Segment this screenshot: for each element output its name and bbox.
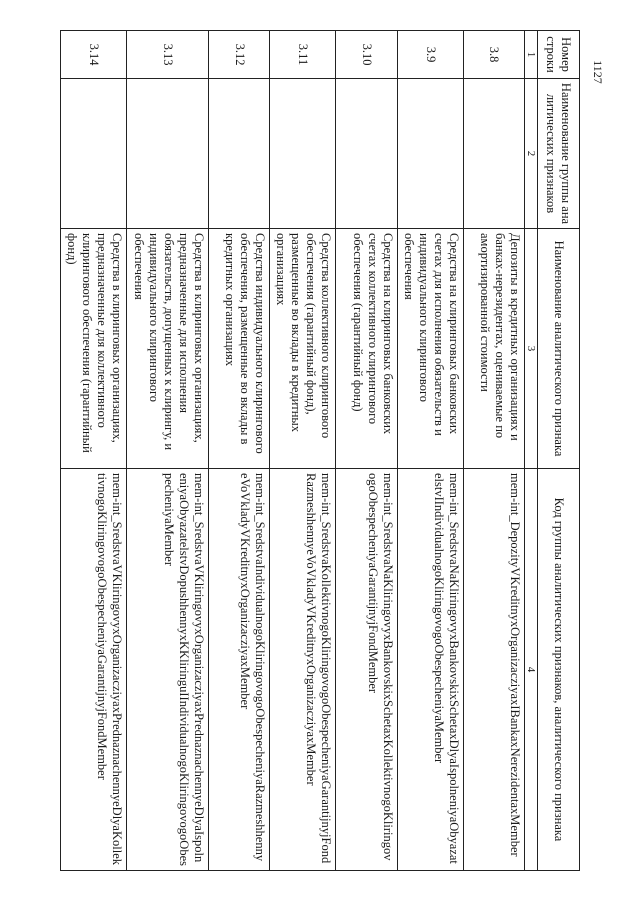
attribute-name-cell: Средства в клиринговых организациях, предназначенные для коллективного клирингового обеспечения (гарантийный фонд) (61, 229, 127, 469)
table-body (61, 31, 525, 871)
table-row (463, 31, 524, 871)
attribute-name-cell: Средства в клиринговых организациях, предназначенные для исполнения обязательств, допущенных к клирингу, и индивидуального клирингового обеспечения (127, 229, 209, 469)
code-cell: mem-int_SredstvaVKliringovyxOrganizacziyaxPrednaznachennyeDlyaIspolneniyaObyazatelstvDopushhennyxKKliringuIIndividualnogoKliringovogoObespecheniyaMember (127, 469, 209, 871)
column-index: 3 (525, 229, 538, 469)
group-name-cell (270, 79, 336, 229)
code-cell: mem-int_SredstvaVKliringovyxOrganizacziyaxPrednaznachennyeDlyaKollektivnogoKliringovogoObespecheniyaGarantijnyjFondMember (61, 469, 127, 871)
group-name-cell (397, 79, 463, 229)
row-number-cell: 3.13 (127, 31, 209, 79)
row-number-cell: 3.9 (397, 31, 463, 79)
header-group-name: Наименование группы аналитических признаков (538, 79, 580, 229)
code-cell: mem-int_SredstvaKollektivnogoKliringovogoObespecheniyaGarantijnyjFondRazmeshhennyeVoVkladyVKreditnyxOrganizacziyaxMember (270, 469, 336, 871)
code-cell: mem-int_SredstvaNaKliringovyxBankovskixSchetaxKollektivnogoKliringovogoObespecheniyaGarantijnyjFondMember (336, 469, 397, 871)
analytics-table (60, 30, 580, 871)
attribute-name-cell: Депозиты в кредитных организациях и банках-нерезидентах, оцениваемые по амортизированной стоимости (463, 229, 524, 469)
row-number-cell: 3.11 (270, 31, 336, 79)
column-index: 1 (525, 31, 538, 79)
row-number-cell: 3.8 (463, 31, 524, 79)
attribute-name-cell: Средства на клиринговых банковских счетах для исполнения обязательств и индивидуального клирингового обеспечения (397, 229, 463, 469)
group-name-cell (463, 79, 524, 229)
table-row (336, 31, 397, 871)
attribute-name-cell: Средства коллективного клирингового обеспечения (гарантийный фонд), размещенные во вклады в кредитных организациях (270, 229, 336, 469)
table-row (270, 31, 336, 871)
row-number-cell: 3.12 (208, 31, 269, 79)
attribute-name-cell: Средства индивидуального клирингового обеспечения, размещенные во вклады в кредитных организациях (208, 229, 269, 469)
header-row (538, 31, 580, 871)
group-name-cell (61, 79, 127, 229)
group-name-cell (127, 79, 209, 229)
column-index-row (525, 31, 538, 871)
page-number: 1127 (591, 60, 605, 84)
table-row (397, 31, 463, 871)
row-number-cell: 3.10 (336, 31, 397, 79)
rotated-page (60, 30, 580, 870)
header-row-number: Номер строки (538, 31, 580, 79)
code-cell: mem-int_DepozityVKreditnyxOrganizacziyaxIBankaxNerezidentaxMember (463, 469, 524, 871)
code-cell: mem-int_SredstvaIndividualnogoKliringovogoObespecheniyaRazmeshhennyeVoVkladyVKreditnyxOrganizacziyaxMember (208, 469, 269, 871)
header-code: Код группы аналитических признаков, аналитического признака (538, 469, 580, 871)
table-row (208, 31, 269, 871)
table-row (61, 31, 127, 871)
code-cell: mem-int_SredstvaNaKliringovyxBankovskixSchetaxDlyaIspolneniyaObyazatelstvIIndividualnogoKliringovogoObespecheniyaMember (397, 469, 463, 871)
row-number-cell: 3.14 (61, 31, 127, 79)
group-name-cell (208, 79, 269, 229)
table-row (127, 31, 209, 871)
header-attribute-name: Наименование аналитического признака (538, 229, 580, 469)
column-index: 2 (525, 79, 538, 229)
attribute-name-cell: Средства на клиринговых банковских счетах коллективного клирингового обеспечения (гарантийный фонд) (336, 229, 397, 469)
column-index: 4 (525, 469, 538, 871)
group-name-cell (336, 79, 397, 229)
